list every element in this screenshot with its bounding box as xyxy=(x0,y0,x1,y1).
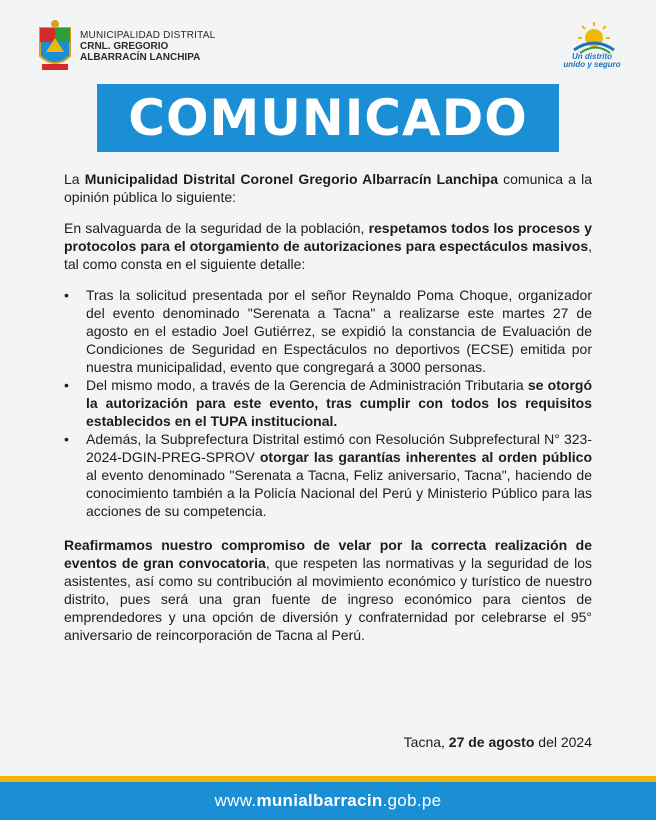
municipal-crest-logo xyxy=(38,18,72,74)
header xyxy=(0,0,656,82)
safety-paragraph xyxy=(64,219,592,273)
municipality-name xyxy=(80,30,215,63)
url-post: .gob.pe xyxy=(382,791,442,810)
url-pre: www. xyxy=(214,791,257,810)
intro-pre: La xyxy=(64,171,85,187)
date-pre: Tacna, xyxy=(403,734,449,750)
sun-icon xyxy=(560,20,624,54)
list-item xyxy=(64,430,592,520)
p3-bold: Reafirmamos nuestro compromiso de velar por la correcta realización de eventos de gran convocatoria xyxy=(64,537,592,571)
date-post: del 2024 xyxy=(534,734,592,750)
muni-name-line3: ALBARRACÍN LANCHIPA xyxy=(80,52,201,63)
b1-text: Tras la solicitud presentada por el señor Reynaldo Poma Choque, organizador del evento denominado "Serenata a Tacna" a realizarse este martes 27 de agosto en el estadio Joel Gutiérrez, se expidió la constancia de Evaluación de Condiciones de Seguridad en Espectáculos no deportivos (ECSE) emitida por nuestra municipalidad, evento que congregará a 3000 personas. xyxy=(86,287,592,375)
slogan-line2: unido y seguro xyxy=(563,60,621,69)
b3-pre: Además, la Subprefectura Distrital estimó con Resolución Subprefectural N° 323-2024-DGIN-PREG-SPROV xyxy=(86,431,592,465)
p2-bold: respetamos todos los procesos y protocolos para el otorgamiento de autorizaciones para espectáculos masivos xyxy=(64,220,592,254)
slogan xyxy=(560,53,624,69)
p2-pre: En salvaguarda de la seguridad de la población, xyxy=(64,220,369,236)
slogan-line1: Un distrito xyxy=(572,52,612,61)
muni-name-line2: CRNL. GREGORIO xyxy=(80,41,169,52)
p2-post: , tal como consta en el siguiente detalle: xyxy=(64,238,592,272)
list-item xyxy=(64,376,592,430)
commitment-paragraph xyxy=(64,536,592,644)
p3-post: , que respeten las normativas y la seguridad de los asistentes, así como su contribución al movimiento económico y turístico de nuestro distrito, pues será una gran fuente de ingreso económico para cientos de emprendedores y una opción de diversión y confraternidad por celebrarse el 95° aniversario de reincorporación de Tacna al Perú. xyxy=(64,555,592,643)
url-bold: munialbarracin xyxy=(256,791,383,810)
muni-name-line1: MUNICIPALIDAD DISTRITAL xyxy=(80,30,216,41)
intro-paragraph xyxy=(64,170,592,206)
b3-post: al evento denominado "Serenata a Tacna, Feliz aniversario, Tacna", haciendo de conocimiento también a la Policía Nacional del Perú y Ministerio Público para las acciones de su competencia. xyxy=(86,467,592,519)
announcement-body xyxy=(64,170,592,657)
comunicado-banner: COMUNICADO xyxy=(97,84,559,152)
date-line xyxy=(404,733,592,751)
intro-bold: Municipalidad Distrital Coronel Gregorio Albarracín Lanchipa xyxy=(84,171,498,187)
detail-list xyxy=(64,286,592,520)
footer-website[interactable] xyxy=(0,782,656,820)
b3-bold: otorgar las garantías inherentes al orden público xyxy=(259,449,592,465)
b2-bold: se otorgó la autorización para este evento, tras cumplir con todos los requisitos establecidos en el TUPA institucional. xyxy=(86,377,592,429)
b2-pre: Del mismo modo, a través de la Gerencia de Administración Tributaria xyxy=(86,377,528,393)
bullet-icon: • xyxy=(64,287,69,303)
list-item xyxy=(64,286,592,376)
bullet-icon: • xyxy=(64,431,69,447)
date-bold: 27 de agosto xyxy=(448,734,535,750)
district-brand-logo xyxy=(560,20,624,76)
intro-post: comunica a la opinión pública lo siguiente: xyxy=(64,171,592,205)
bullet-icon: • xyxy=(64,377,69,393)
